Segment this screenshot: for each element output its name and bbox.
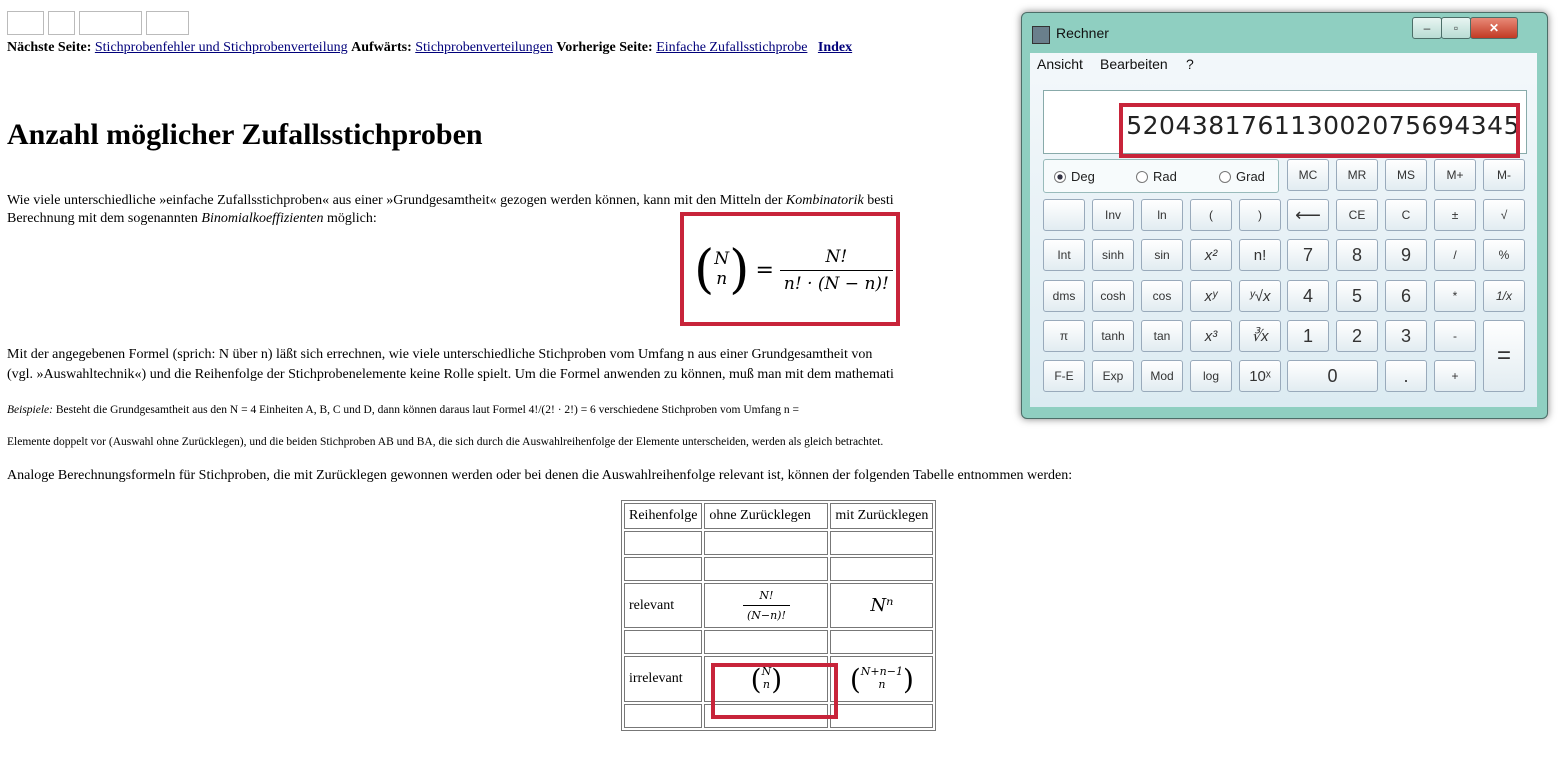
table-row: [624, 583, 933, 628]
key-8[interactable]: 8: [1336, 239, 1378, 271]
explain-line-1: Mit der angegebenen Formel (sprich: N über n) läßt sich errechnen, wie viele unterschiedliche Stichproben vom Umfang n aus einer Grundgesamtheit von: [7, 347, 873, 362]
table-cell-relevant-without: [704, 583, 828, 628]
menu-bearbeiten[interactable]: Bearbeiten: [1100, 56, 1168, 72]
intro-line-2: [7, 211, 377, 227]
nav-prev-button[interactable]: [79, 11, 142, 35]
table-cell: [704, 531, 828, 555]
close-icon[interactable]: ✕: [1470, 17, 1518, 39]
key-tan[interactable]: tan: [1141, 320, 1183, 352]
key-2[interactable]: 2: [1336, 320, 1378, 352]
key-multiply[interactable]: *: [1434, 280, 1476, 312]
maximize-icon[interactable]: ▫: [1441, 17, 1471, 39]
navigation-line: [7, 40, 852, 56]
key-equals[interactable]: =: [1483, 320, 1525, 392]
key-pi[interactable]: π: [1043, 320, 1085, 352]
table-cell: [830, 630, 933, 654]
key-cosh[interactable]: cosh: [1092, 280, 1134, 312]
key-3[interactable]: 3: [1385, 320, 1427, 352]
intro-emphasis: Kombinatorik: [785, 193, 864, 208]
key-cos[interactable]: cos: [1141, 280, 1183, 312]
radio-icon: [1219, 171, 1231, 183]
table-cell: [830, 704, 933, 728]
calculator-menubar: [1030, 53, 1537, 75]
key-m-plus[interactable]: M+: [1434, 159, 1476, 191]
minimize-icon[interactable]: –: [1412, 17, 1442, 39]
table-cell: [624, 557, 702, 581]
table-cell-irrelevant-without: ( N n ): [704, 656, 828, 702]
table-cell: [624, 531, 702, 555]
display-highlight: [1119, 103, 1520, 158]
table-header: mit Zurücklegen: [830, 503, 933, 529]
formula-equals: =: [755, 257, 774, 283]
key-cube-root[interactable]: ∛x: [1239, 320, 1281, 352]
table-cell-relevant-with: Nⁿ: [830, 583, 933, 628]
irr-with-top: N+n−1: [860, 665, 903, 679]
binomial-bottom: n: [716, 269, 728, 289]
key-blank[interactable]: [1043, 199, 1085, 231]
key-6[interactable]: 6: [1385, 280, 1427, 312]
nav-next-button[interactable]: [7, 11, 44, 35]
rel-numerator: N!: [759, 589, 774, 602]
up-label: Aufwärts:: [351, 40, 412, 55]
prev-link[interactable]: Einfache Zufallsstichprobe: [656, 40, 808, 55]
table-intro: Analoge Berechnungsformeln für Stichproben, die mit Zurücklegen gewonnen werden oder bei denen die Auswahlreihenfolge relevant ist, können der folgenden Tabelle entnommen werden:: [7, 468, 1073, 483]
mode-deg[interactable]: [1054, 169, 1095, 184]
mode-label: Deg: [1071, 169, 1095, 184]
key-power[interactable]: xʸ: [1190, 280, 1232, 312]
table-row-label: relevant: [624, 583, 702, 628]
key-yroot[interactable]: ʸ√x: [1239, 280, 1281, 312]
table-header: ohne Zurücklegen: [704, 503, 828, 529]
explain-line-2: (vgl. »Auswahltechnik«) und die Reihenfolge der Stichprobenelemente keine Rolle spielt. Um die Formel anwenden zu können, muß man mit dem mathemati: [7, 367, 894, 382]
table-cell: [624, 630, 702, 654]
example-text: Besteht die Grundgesamtheit aus den N = 4 Einheiten A, B, C und D, dann können daraus laut Formel 4!/(2! · 2!) = 6 verschiedene Stichproben vom Umfang n =: [52, 404, 800, 416]
key-sinh[interactable]: sinh: [1092, 239, 1134, 271]
binomial-formula: [694, 240, 893, 300]
formula-fraction: [780, 247, 893, 294]
intro-text-b: besti: [863, 193, 894, 208]
example-line-2: Elemente doppelt vor (Auswahl ohne Zurücklegen), und die beiden Stichproben AB und BA, die sich durch die Auswahlreihenfolge der Elemente unterscheiden, werden als gleich betrachtet.: [7, 436, 884, 448]
key-dms[interactable]: dms: [1043, 280, 1085, 312]
irr-with-bottom: n: [878, 678, 886, 691]
key-9[interactable]: 9: [1385, 239, 1427, 271]
key-reciprocal[interactable]: 1/x: [1483, 280, 1525, 312]
prev-label: Vorherige Seite:: [556, 40, 653, 55]
key-percent[interactable]: %: [1483, 239, 1525, 271]
key-mr[interactable]: MR: [1336, 159, 1378, 191]
key-ce[interactable]: CE: [1336, 199, 1378, 231]
table-header-row: [624, 503, 933, 529]
key-4[interactable]: 4: [1287, 280, 1329, 312]
table-row-label: irrelevant: [624, 656, 702, 702]
key-add[interactable]: +: [1434, 360, 1476, 392]
key-inv[interactable]: Inv: [1092, 199, 1134, 231]
key-1[interactable]: 1: [1287, 320, 1329, 352]
key-close-paren[interactable]: ): [1239, 199, 1281, 231]
intro-text-a: Wie viele unterschiedliche »einfache Zufallsstichproben« aus einer »Grundgesamtheit« gezogen werden können, kann mit den Mitteln der: [7, 193, 786, 208]
key-mod[interactable]: Mod: [1141, 360, 1183, 392]
key-factorial[interactable]: n!: [1239, 239, 1281, 271]
key-cube[interactable]: x³: [1190, 320, 1232, 352]
table-cell: [704, 557, 828, 581]
key-m-minus[interactable]: M-: [1483, 159, 1525, 191]
menu-ansicht[interactable]: Ansicht: [1037, 56, 1083, 72]
radio-selected-icon: [1054, 171, 1066, 183]
mode-grad[interactable]: [1219, 169, 1265, 184]
intro-emphasis-2: Binomialkoeffizienten: [201, 211, 324, 226]
irr-top: N: [761, 665, 772, 679]
formula-numerator: N!: [825, 246, 848, 267]
table-header: Reihenfolge: [624, 503, 702, 529]
intro-text-d: möglich:: [323, 211, 377, 226]
key-sqrt[interactable]: √: [1483, 199, 1525, 231]
key-0[interactable]: 0: [1287, 360, 1378, 392]
key-ln[interactable]: ln: [1141, 199, 1183, 231]
key-decimal[interactable]: .: [1385, 360, 1427, 392]
key-7[interactable]: 7: [1287, 239, 1329, 271]
mode-rad[interactable]: [1136, 169, 1177, 184]
display-value: 520438176113002075694345: [1126, 111, 1520, 140]
key-int[interactable]: Int: [1043, 239, 1085, 271]
rel-denominator: (N−n)!: [743, 605, 790, 622]
key-c[interactable]: C: [1385, 199, 1427, 231]
key-ms[interactable]: MS: [1385, 159, 1427, 191]
example-line-1: [7, 404, 799, 416]
table-cell: [704, 630, 828, 654]
binomial-symbol: ( N n ): [694, 240, 750, 300]
key-fe[interactable]: F-E: [1043, 360, 1085, 392]
index-link[interactable]: Index: [817, 40, 853, 55]
nav-contents-button[interactable]: [146, 11, 189, 35]
formula-denominator: n! · (N − n)!: [780, 270, 893, 294]
calculator-icon: [1032, 26, 1050, 44]
next-link[interactable]: Stichprobenfehler und Stichprobenverteilung: [94, 40, 348, 55]
angle-mode-group: [1043, 159, 1279, 193]
key-ten-power[interactable]: 10ˣ: [1239, 360, 1281, 392]
key-plus-minus[interactable]: ±: [1434, 199, 1476, 231]
table-cell-irrelevant-with: ( N+n−1 n ): [830, 656, 933, 702]
key-open-paren[interactable]: (: [1190, 199, 1232, 231]
table-cell: [830, 557, 933, 581]
next-label: Nächste Seite:: [7, 40, 92, 55]
table-cell: [830, 531, 933, 555]
calculator-window[interactable]: [1021, 12, 1548, 419]
nav-buttons: [7, 11, 189, 35]
calculator-body: [1030, 75, 1537, 407]
key-divide[interactable]: /: [1434, 239, 1476, 271]
page-title: Anzahl möglicher Zufallsstichproben: [7, 118, 483, 151]
up-link[interactable]: Stichprobenverteilungen: [415, 40, 553, 55]
key-sin[interactable]: sin: [1141, 239, 1183, 271]
key-square[interactable]: x²: [1190, 239, 1232, 271]
key-log[interactable]: log: [1190, 360, 1232, 392]
table-cell: [624, 704, 702, 728]
table-row: [624, 531, 933, 555]
calculator-title: Rechner: [1056, 25, 1109, 41]
mode-label: Rad: [1153, 169, 1177, 184]
mode-label: Grad: [1236, 169, 1265, 184]
key-exp[interactable]: Exp: [1092, 360, 1134, 392]
table-row: [624, 557, 933, 581]
table-cell-highlight: [711, 663, 838, 719]
menu-help[interactable]: ?: [1186, 56, 1194, 72]
key-backspace[interactable]: ⟵: [1287, 199, 1329, 231]
irr-bottom: n: [762, 678, 770, 691]
binomial-top: N: [714, 249, 730, 270]
key-mc[interactable]: MC: [1287, 159, 1329, 191]
example-label: Beispiele:: [7, 404, 53, 416]
radio-icon: [1136, 171, 1148, 183]
intro-line-1: [7, 193, 894, 209]
key-5[interactable]: 5: [1336, 280, 1378, 312]
key-tanh[interactable]: tanh: [1092, 320, 1134, 352]
nav-up-button[interactable]: [48, 11, 75, 35]
table-row: [624, 630, 933, 654]
key-subtract[interactable]: -: [1434, 320, 1476, 352]
intro-text-c: Berechnung mit dem sogenannten: [7, 211, 202, 226]
